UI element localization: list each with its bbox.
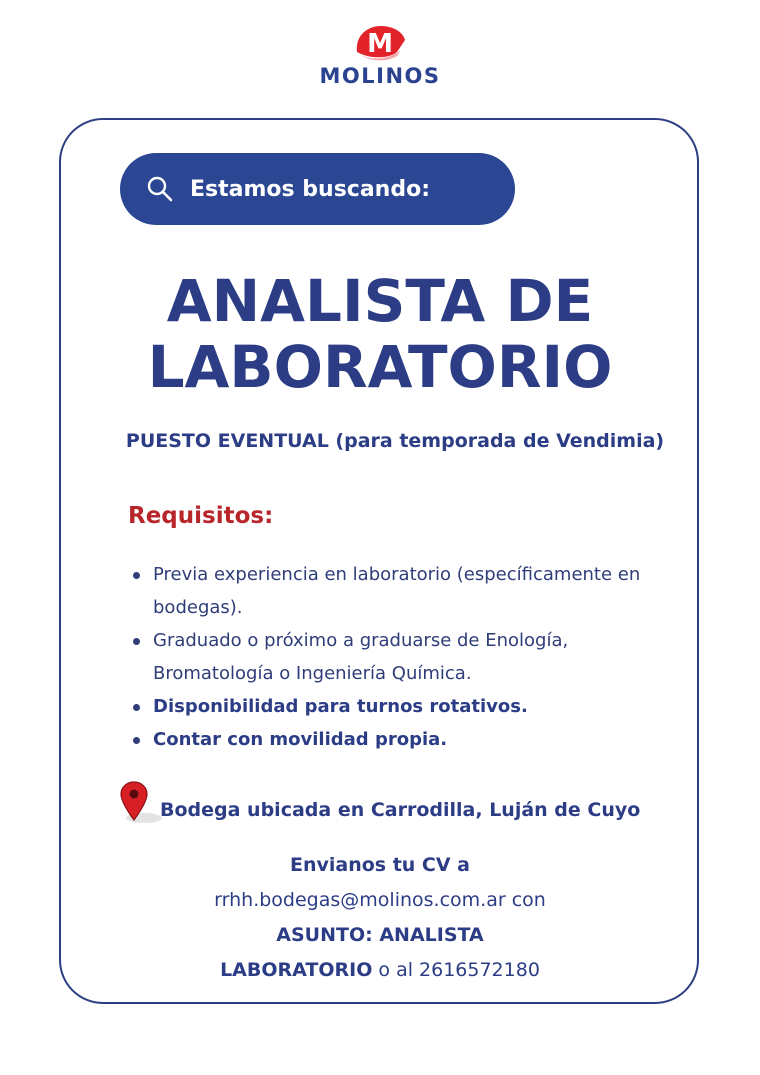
job-title-line2: LABORATORIO	[147, 333, 613, 401]
contact-email-line	[0, 883, 760, 918]
brand-name: MOLINOS	[319, 64, 441, 88]
contact-phone[interactable]: 2616572180	[419, 959, 540, 981]
requirements-title: Requisitos:	[128, 503, 274, 529]
contact-block	[0, 848, 760, 988]
job-title-line1: ANALISTA DE	[166, 267, 594, 335]
molinos-logo-icon	[351, 22, 409, 62]
location-text: Bodega ubicada en Carrodilla, Luján de Cuyo	[160, 799, 641, 821]
contact-phone-prefix: o al	[372, 959, 420, 981]
contact-subject-line1: ASUNTO: ANALISTA	[276, 924, 484, 946]
search-banner	[120, 153, 515, 225]
contact-intro: Envianos tu CV a	[289, 854, 471, 876]
contact-email[interactable]: rrhh.bodegas@molinos.com.ar	[214, 889, 506, 911]
requirement-item: Contar con movilidad propia.	[128, 723, 688, 756]
brand-logo	[0, 22, 760, 88]
job-title	[0, 268, 760, 400]
map-pin-icon	[118, 780, 166, 826]
contact-subject-word: LABORATORIO	[220, 959, 373, 981]
contact-con: con	[505, 889, 546, 911]
requirement-item: Graduado o próximo a graduarse de Enología, Bromatología o Ingeniería Química.	[128, 624, 688, 690]
requirements-list	[128, 558, 688, 756]
job-type: PUESTO EVENTUAL (para temporada de Vendimia)	[125, 430, 665, 452]
requirement-item: Previa experiencia en laboratorio (específicamente en bodegas).	[128, 558, 688, 624]
svg-text:M: M	[367, 29, 393, 59]
search-banner-label: Estamos buscando:	[190, 176, 430, 202]
search-icon	[146, 175, 174, 203]
requirement-item: Disponibilidad para turnos rotativos.	[128, 690, 688, 723]
contact-subject-line2	[0, 953, 760, 988]
